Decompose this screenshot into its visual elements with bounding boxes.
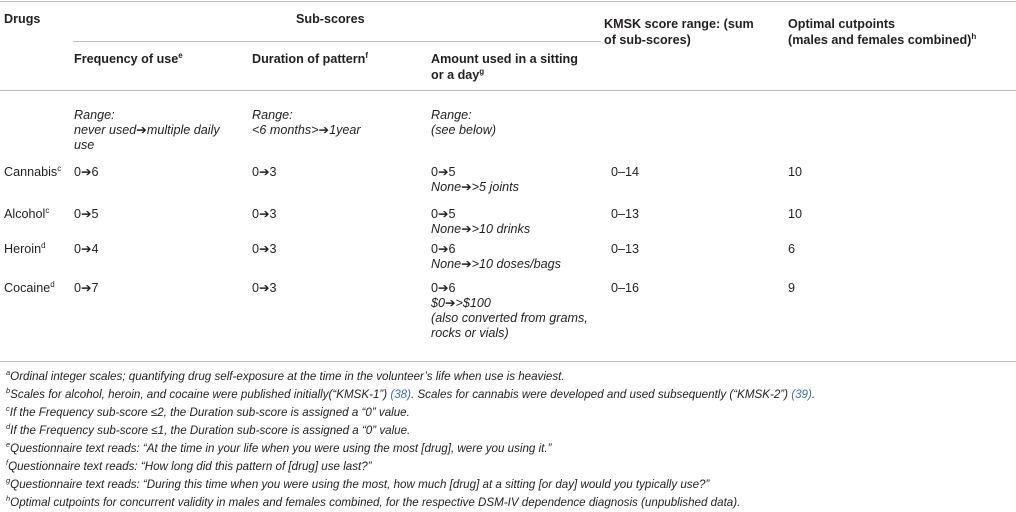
reference-link-39[interactable]: (39) <box>791 388 812 401</box>
reference-link-38[interactable]: (38) <box>390 388 411 401</box>
header-kmsk-line1: KMSK score range: (sum <box>604 17 754 31</box>
footnote-g: $^g$Questionnaire text reads: “During this time when you were using the most, how much [drug] at a sitting [or day] would you typically use?” <box>6 476 710 491</box>
header-cutpoints-line1: Optimal cutpoints <box>788 17 896 31</box>
amount-note: $0➔>$100 (also converted from grams, rocks or vials) <box>431 296 588 340</box>
kmsk-range: 0–14 <box>611 165 640 179</box>
drug-name: Alcohol$^c$ <box>4 205 50 221</box>
drug-name: Cocaine$^d$ <box>4 279 55 295</box>
amount-value: 0➔6 <box>431 242 456 256</box>
header-kmsk <box>604 16 754 48</box>
range-duration: Range: <6 months>➔1year <box>252 108 361 137</box>
subscores-rule <box>73 41 601 42</box>
header-amount <box>431 51 578 83</box>
amount-value: 0➔5 <box>431 165 456 179</box>
range-amount: Range: (see below) <box>431 108 497 137</box>
header-subscores: Sub-scores <box>296 12 365 26</box>
cutpoint-value: 9 <box>788 281 796 295</box>
kmsk-range: 0–13 <box>611 207 640 221</box>
drug-name: Cannabis$^c$ <box>4 163 62 179</box>
duration-value: 0➔3 <box>252 281 277 295</box>
frequency-value: 0➔6 <box>74 165 99 179</box>
frequency-value: 0➔5 <box>74 207 99 221</box>
cutpoint-value: 6 <box>788 242 796 256</box>
frequency-value: 0➔7 <box>74 281 99 295</box>
kmsk-range: 0–16 <box>611 281 640 295</box>
amount-note: None➔>10 drinks <box>431 222 531 236</box>
header-duration-sup: f <box>365 50 369 60</box>
table-top-rule <box>0 1 1016 2</box>
range-frequency: Range: never used➔multiple daily use <box>74 108 220 152</box>
table-bottom-rule <box>0 361 1016 362</box>
footnote-f: $^f$Questionnaire text reads: “How long did this pattern of [drug] use last?” <box>6 458 372 473</box>
footnote-e: $^e$Questionnaire text reads: “At the time in your life when you were using the most [drug], were you using it.” <box>6 440 552 455</box>
header-frequency-sup: e <box>178 50 183 60</box>
cutpoint-value: 10 <box>788 165 803 179</box>
header-frequency: Frequency of use$^e$ <box>74 50 183 66</box>
header-drugs: Drugs <box>4 12 41 26</box>
kmsk-range: 0–13 <box>611 242 640 256</box>
footnote-a: $^a$Ordinal integer scales; quantifying drug self-exposure at the time in the volunteer’s life when use is heaviest. <box>6 368 565 383</box>
header-kmsk-line2: of sub-scores) <box>604 33 691 47</box>
cutpoint-value: 10 <box>788 207 803 221</box>
amount-value: 0➔6 <box>431 281 456 295</box>
header-amount-line2: or a day <box>431 68 480 82</box>
amount-note: None➔>10 doses/bags <box>431 257 561 271</box>
footnote-b: $^b$Scales for alcohol, heroin, and cocaine were published initially(“KMSK-1”) (38). Scales for cannabis were developed and used subsequently (“KMSK-2”) (39). <box>6 386 816 401</box>
drug-name: Heroin$^d$ <box>4 240 46 256</box>
duration-value: 0➔3 <box>252 242 277 256</box>
footnote-h: $^h$Optimal cutpoints for concurrent validity in males and females combined, for the respective DSM-IV dependence diagnosis (unpublished data). <box>6 494 741 509</box>
header-amount-sup: g <box>479 66 485 76</box>
header-amount-line1: Amount used in a sitting <box>431 52 578 66</box>
amount-value: 0➔5 <box>431 207 456 221</box>
header-duration: Duration of pattern$^f$ <box>252 50 369 66</box>
header-cutpoints-sup: h <box>971 31 977 41</box>
duration-value: 0➔3 <box>252 207 277 221</box>
duration-value: 0➔3 <box>252 165 277 179</box>
amount-note: None➔>5 joints <box>431 180 519 194</box>
header-bottom-rule <box>0 90 1016 91</box>
footnote-d: $^d$If the Frequency sub-score ≤1, the Duration sub-score is assigned a “0” value. <box>6 422 411 437</box>
header-cutpoints-line2: (males and females combined)$^h$ <box>788 31 977 47</box>
header-cutpoints <box>788 16 976 48</box>
footnote-c: $^c$If the Frequency sub-score ≤2, the Duration sub-score is assigned a “0” value. <box>6 404 410 419</box>
frequency-value: 0➔4 <box>74 242 99 256</box>
